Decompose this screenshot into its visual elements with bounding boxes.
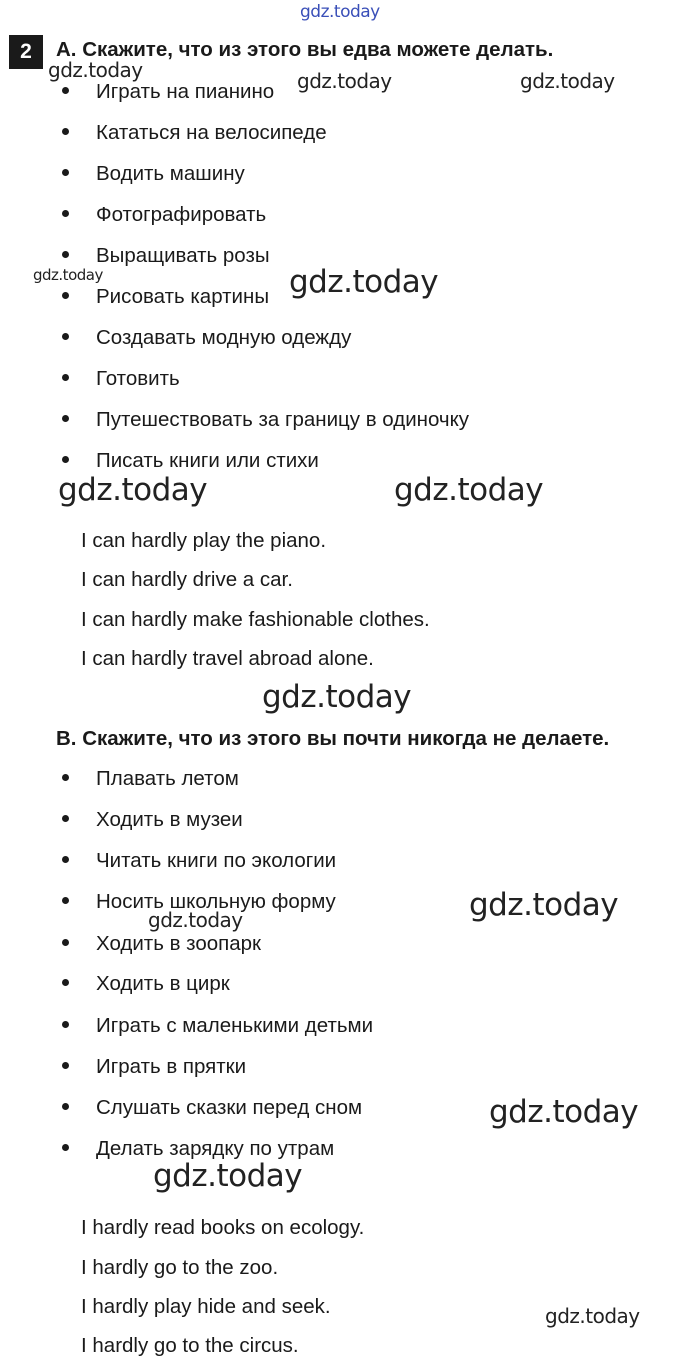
bullet-icon xyxy=(62,456,69,463)
list-item: Плавать летом xyxy=(62,767,239,791)
bullet-icon xyxy=(62,1103,69,1110)
list-item: Кататься на велосипеде xyxy=(62,121,327,145)
list-item: Писать книги или стихи xyxy=(62,449,319,473)
list-item: Играть на пианино xyxy=(62,80,274,104)
list-item: Путешествовать за границу в одиночку xyxy=(62,408,469,432)
list-item: Слушать сказки перед сном xyxy=(62,1096,362,1120)
watermark-text: gdz.today xyxy=(33,266,103,284)
list-item: Фотографировать xyxy=(62,203,266,227)
bullet-icon xyxy=(62,251,69,258)
bullet-icon xyxy=(62,292,69,299)
watermark-text: gdz.today xyxy=(297,69,392,93)
bullet-icon xyxy=(62,774,69,781)
bullet-icon xyxy=(62,815,69,822)
list-item: Играть с маленькими детьми xyxy=(62,1014,373,1038)
list-item: Играть в прятки xyxy=(62,1055,246,1079)
watermark-text: gdz.today xyxy=(48,58,143,82)
answer-line: I hardly go to the circus. xyxy=(81,1334,299,1357)
answer-line: I can hardly play the piano. xyxy=(81,529,327,552)
list-item: Ходить в музеи xyxy=(62,808,243,832)
bullet-icon xyxy=(62,1144,69,1151)
bullet-icon xyxy=(62,939,69,946)
list-item: Рисовать картины xyxy=(62,285,269,309)
section-a-title: A. Скажите, что из этого вы едва можете делать. xyxy=(56,38,554,61)
bullet-icon xyxy=(62,856,69,863)
watermark-text: gdz.today xyxy=(148,908,243,932)
list-item: Читать книги по экологии xyxy=(62,849,336,873)
watermark-text: gdz.today xyxy=(262,679,412,715)
watermark-text: gdz.today xyxy=(289,264,439,300)
list-item: Носить школьную форму xyxy=(62,890,336,914)
bullet-icon xyxy=(62,87,69,94)
bullet-icon xyxy=(62,1062,69,1069)
answer-line: I can hardly drive a car. xyxy=(81,568,293,591)
watermark-text: gdz.today xyxy=(545,1304,640,1328)
watermark-text: gdz.today xyxy=(520,69,615,93)
bullet-icon xyxy=(62,374,69,381)
watermark-text: gdz.today xyxy=(300,2,380,22)
list-item: Водить машину xyxy=(62,162,245,186)
watermark-text: gdz.today xyxy=(489,1094,639,1130)
answer-line: I hardly read books on ecology. xyxy=(81,1216,365,1239)
list-item: Создавать модную одежду xyxy=(62,326,351,350)
bullet-icon xyxy=(62,169,69,176)
bullet-icon xyxy=(62,897,69,904)
watermark-text: gdz.today xyxy=(469,887,619,923)
watermark-text: gdz.today xyxy=(58,472,208,508)
answer-line: I hardly play hide and seek. xyxy=(81,1295,331,1318)
task-number-badge: 2 xyxy=(9,35,43,69)
answer-line: I can hardly make fashionable clothes. xyxy=(81,608,430,631)
bullet-icon xyxy=(62,128,69,135)
bullet-icon xyxy=(62,210,69,217)
list-item: Ходить в цирк xyxy=(62,972,230,996)
watermark-text: gdz.today xyxy=(394,472,544,508)
list-item: Ходить в зоопарк xyxy=(62,932,261,956)
bullet-icon xyxy=(62,333,69,340)
bullet-icon xyxy=(62,415,69,422)
bullet-icon xyxy=(62,979,69,986)
list-item: Выращивать розы xyxy=(62,244,270,268)
list-item: Делать зарядку по утрам xyxy=(62,1137,334,1161)
list-item: Готовить xyxy=(62,367,180,391)
answer-line: I hardly go to the zoo. xyxy=(81,1256,279,1279)
bullet-icon xyxy=(62,1021,69,1028)
watermark-text: gdz.today xyxy=(153,1158,303,1194)
section-b-title: B. Скажите, что из этого вы почти никогда не делаете. xyxy=(56,727,610,750)
answer-line: I can hardly travel abroad alone. xyxy=(81,647,374,670)
